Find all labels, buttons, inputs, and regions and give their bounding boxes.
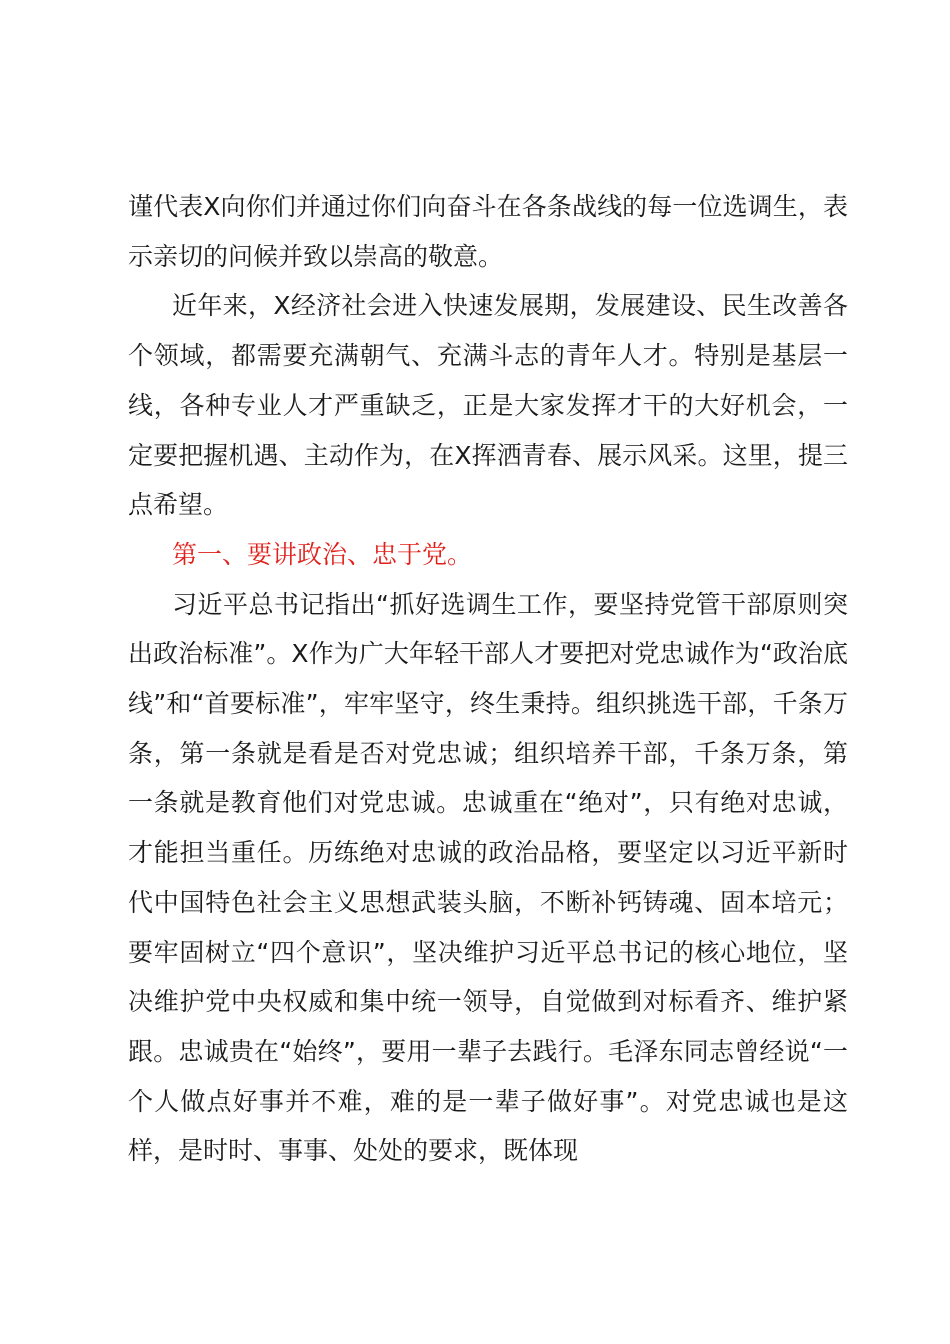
- paragraph-loyalty: 习近平总书记指出“抓好选调生工作，要坚持党管干部原则突出政治标准”。X作为广大年轻干部人才要把对党忠诚作为“政治底线”和“首要标准”，牢牢坚守，终生秉持。组织挑选干部，千条万条，第一条就是看是否对党忠诚；组织培养干部，千条万条，第一条就是教育他们对党忠诚。忠诚重在“绝对”，只有绝对忠诚，才能担当重任。历练绝对忠诚的政治品格，要坚定以习近平新时代中国特色社会主义思想武装头脑，不断补钙铸魂、固本培元；要牢固树立“四个意识”，坚决维护习近平总书记的核心地位，坚决维护党中央权威和集中统一领导，自觉做到对标看齐、维护紧跟。忠诚贵在“始终”，要用一辈子去践行。毛泽东同志曾经说“一个人做点好事并不难，难的是一辈子做好事”。对党忠诚也是这样，是时时、事事、处处的要求，既体现: [128, 589, 848, 1166]
- document-page: [128, 182, 848, 1176]
- section-heading-first: 第一、要讲政治、忠于党。: [172, 539, 473, 569]
- paragraph-greeting: 谨代表X向你们并通过你们向奋斗在各条战线的每一位选调生，表示亲切的问候并致以崇高的敬意。: [128, 192, 848, 271]
- paragraph-recent-years: 近年来，X经济社会进入快速发展期，发展建设、民生改善各个领域，都需要充满朝气、充满斗志的青年人才。特别是基层一线，各种专业人才严重缺乏，正是大家发挥才干的大好机会，一定要把握机遇、主动作为，在X挥洒青春、展示风采。这里，提三点希望。: [128, 291, 848, 520]
